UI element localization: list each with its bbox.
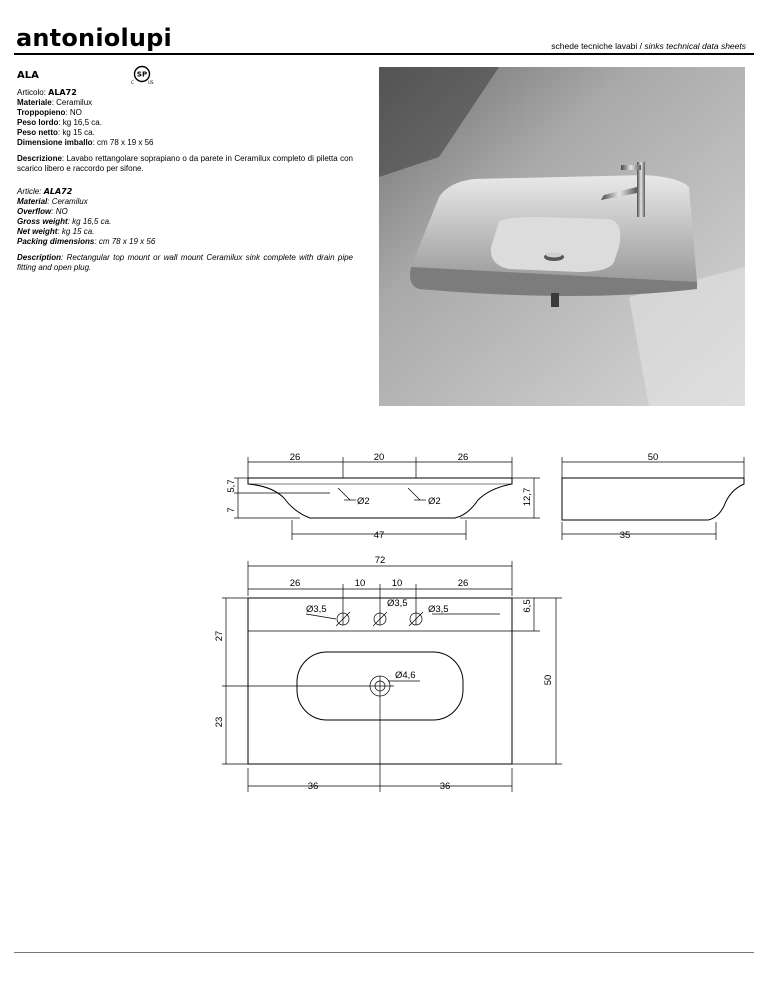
- it-material-label: Materiale: [17, 98, 52, 107]
- footer-rule: [14, 952, 754, 953]
- svg-text:US: US: [148, 80, 154, 85]
- dim-plan-26-right: 26: [457, 578, 469, 589]
- dim-front-7: 7: [226, 507, 237, 513]
- dim-side-50: 50: [647, 452, 659, 463]
- dim-front-26-right: 26: [457, 452, 469, 463]
- dim-plan-hole-1: Ø3,5: [306, 604, 327, 615]
- dim-plan-72: 72: [374, 555, 386, 566]
- en-overflow-value: NO: [55, 207, 68, 216]
- dim-plan-36-left: 36: [307, 781, 319, 792]
- dim-plan-10-right: 10: [391, 578, 403, 589]
- it-packing-label: Dimensione imballo: [17, 138, 93, 147]
- dim-front-12-7: 12,7: [522, 487, 533, 507]
- it-description-text: Lavabo rettangolare soprapiano o da parete in Ceramilux completo di piletta con scarico libero e raccordo per sifone.: [17, 154, 353, 173]
- dim-plan-drain: Ø4,6: [395, 670, 416, 681]
- dim-plan-36-right: 36: [439, 781, 451, 792]
- dim-plan-50: 50: [543, 674, 554, 686]
- dim-plan-26-left: 26: [289, 578, 301, 589]
- dim-plan-23: 23: [214, 716, 225, 728]
- brand-logo: antoniolupi: [16, 24, 172, 52]
- en-net-value: kg 15 ca.: [61, 227, 95, 236]
- dim-front-20: 20: [373, 452, 385, 463]
- it-article-label: Articolo: [17, 88, 44, 97]
- dim-front-47: 47: [373, 530, 385, 541]
- en-material-label: Material: [17, 197, 48, 206]
- en-description-label: Description: [17, 253, 62, 262]
- it-net-value: kg 15 ca.: [62, 128, 95, 137]
- dim-plan-10-left: 10: [354, 578, 366, 589]
- subtitle-italian: schede tecniche lavabi: [551, 41, 638, 51]
- en-gross-label: Gross weight: [17, 217, 68, 226]
- dim-side-35: 35: [619, 530, 631, 541]
- it-overflow-label: Troppopieno: [17, 108, 66, 117]
- svg-text:SP: SP: [136, 70, 148, 79]
- en-article-code: ALA72: [43, 187, 73, 196]
- it-description-label: Descrizione: [17, 154, 62, 163]
- en-gross-value: kg 16,5 ca.: [72, 217, 112, 226]
- dim-plan-6-5: 6,5: [522, 599, 533, 613]
- dim-plan-hole-2: Ø3,5: [387, 598, 408, 609]
- subtitle-english: sinks technical data sheets: [644, 41, 746, 51]
- en-net-label: Net weight: [17, 227, 58, 236]
- en-article-label: Article: [17, 187, 40, 196]
- svg-text:C: C: [131, 80, 134, 85]
- subtitle-separator: /: [637, 41, 645, 51]
- it-article-code: ALA72: [48, 88, 77, 97]
- dim-front-hole-right: Ø2: [428, 496, 441, 507]
- product-name: ALA: [17, 70, 39, 81]
- en-description-text: Rectangular top mount or wall mount Ceramilux sink complete with drain pipe fitting and open plug.: [17, 253, 354, 272]
- en-overflow-label: Overflow: [17, 207, 52, 216]
- italian-specs: Articolo: ALA72 Materiale: Ceramilux Troppopieno: NO Peso lordo: kg 16,5 ca. Peso netto: kg 15 ca. Dimensione imballo: cm 78 x 19 x 56 Descrizione: Lavabo rettangolare soprapiano o da parete in Ceramilux completo di piletta con scarico libero e raccordo per sifone.: [17, 88, 353, 173]
- it-net-label: Peso netto: [17, 128, 58, 137]
- it-packing-value: cm 78 x 19 x 56: [97, 138, 154, 147]
- dim-front-5-7: 5,7: [226, 479, 237, 493]
- dim-plan-27: 27: [214, 630, 225, 642]
- en-packing-label: Packing dimensions: [17, 237, 95, 246]
- it-material-value: Ceramilux: [56, 98, 93, 107]
- it-gross-value: kg 16,5 ca.: [62, 118, 102, 127]
- dim-plan-hole-3: Ø3,5: [428, 604, 449, 615]
- it-gross-label: Peso lordo: [17, 118, 59, 127]
- en-material-value: Ceramilux: [51, 197, 88, 206]
- english-specs: Article: ALA72 Material: Ceramilux Overflow: NO Gross weight: kg 16,5 ca. Net weight: kg 15 ca. Packing dimensions: cm 78 x 19 x 56 Description: Rectangular top mount or wall mount Ceramilux sink complete with drain pipe fitting and open plug.: [17, 187, 354, 272]
- en-packing-value: cm 78 x 19 x 56: [98, 237, 156, 246]
- it-overflow-value: NO: [69, 108, 82, 117]
- dim-front-26-left: 26: [289, 452, 301, 463]
- dim-front-hole-left: Ø2: [357, 496, 370, 507]
